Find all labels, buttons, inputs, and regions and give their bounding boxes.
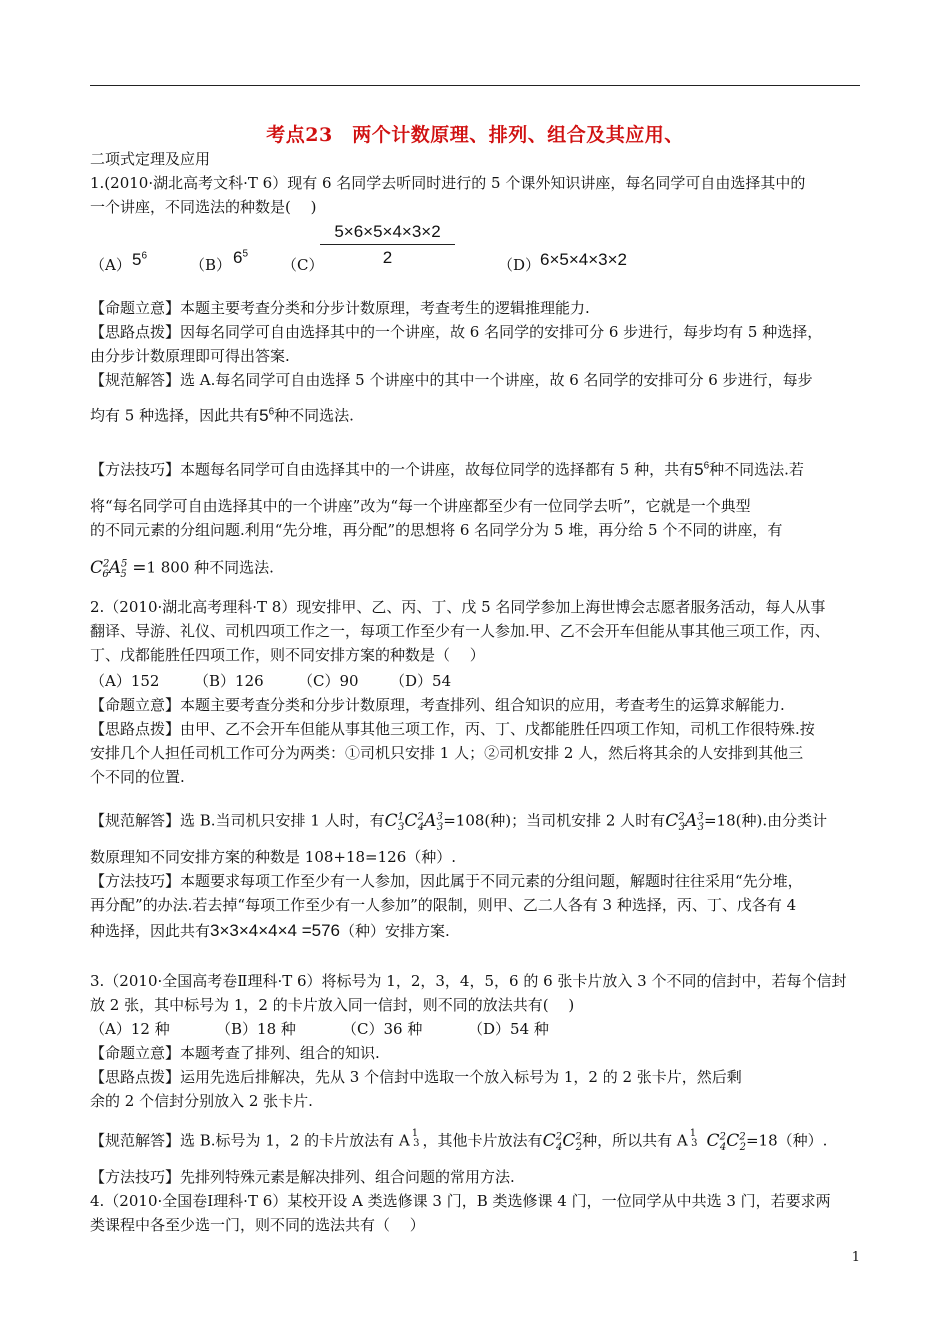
q1-option-c-label: （C） [282, 256, 324, 274]
q3-answer-line [90, 1126, 870, 1159]
q1-options [90, 220, 870, 280]
q2-answer-text-mid: =108(种)；当司机安排 2 人时有 [443, 811, 666, 830]
q4-stem-line1: 4.（2010·全国卷Ⅰ理科·T 6）某校开设 A 类选修课 3 门，B 类选修课 4 门，一位同学从中共选 3 门，若要求两 [90, 1192, 831, 1210]
q3-answer-a-sub: 3 [413, 1137, 420, 1149]
q3-options [90, 1018, 870, 1040]
q2-option-b: （B）126 [194, 672, 264, 690]
q2-tip-formula: 3×3×4×4×4 =576 [210, 921, 341, 940]
q3-option-b: （B）18 种 [216, 1020, 296, 1038]
q2-answer-formula1: $C^1_3C^2_4A^3_3$ [384, 810, 444, 834]
q2-tip-line2: 再分配”的办法.若去掉“每项工作至少有一人参加”的限制，则甲、乙二人各有 3 种选择，丙、丁、戊各有 4 [90, 896, 797, 914]
q1-stem-line1: 1.(2010·湖北高考文科·T 6）现有 6 名同学去听同时进行的 5 个课外知识讲座，每名同学可自由选择其中的 [90, 174, 806, 192]
q1-option-a-label: （A） [90, 256, 131, 274]
q1-tip-line1 [90, 455, 870, 481]
q1-stem-line2: 一个讲座，不同选法的种数是( ) [90, 198, 317, 216]
q3-answer-text-mid2: 种，所以共有 A [582, 1131, 688, 1150]
q3-answer-text: 【规范解答】选 B.标号为 1，2 的卡片放法有 A [90, 1131, 410, 1150]
q2-intent: 【命题立意】本题主要考查分类和分步计数原理，考查排列、组合知识的应用，考查考生的运算求解能力. [90, 696, 785, 714]
q1-option-d-label: （D） [498, 256, 541, 274]
page-title: 考点23 两个计数原理、排列、组合及其应用、 [266, 124, 684, 146]
q1-answer-power: $5^6$ [259, 405, 275, 425]
q3-answer-formula1: $C^2_4C^2_2$ [542, 1130, 583, 1154]
q3-intent: 【命题立意】本题考查了排列、组合的知识. [90, 1044, 380, 1062]
q1-tip-text: 【方法技巧】本题每名同学可自由选择其中的一个讲座，故每位同学的选择都有 5 种，共有 [90, 460, 695, 479]
q3-answer-a2-sup: 1 [689, 1127, 697, 1139]
q2-answer-text: 【规范解答】选 B.当司机只安排 1 人时，有 [90, 811, 385, 830]
q3-answer-text-end: =18（种）. [745, 1131, 828, 1150]
q1-tip-line3: 的不同元素的分组问题.利用“先分堆，再分配”的思想将 6 名同学分为 5 堆，再分给 5 个不同的讲座，有 [90, 521, 783, 539]
q1-option-c-denominator: 2 [382, 248, 393, 267]
page-subtitle: 二项式定理及应用 [90, 150, 211, 168]
q1-option-c-fraction-bar [320, 244, 455, 245]
q1-answer-line1: 【规范解答】选 A.每名同学可自由选择 5 个讲座中的其中一个讲座，故 6 名同学的安排可分 6 步进行，每步 [90, 371, 813, 389]
q1-idea-line2: 由分步计数原理即可得出答案. [90, 347, 290, 365]
q1-tip-text-end: 种不同选法.若 [709, 460, 804, 479]
q3-option-d: （D）54 种 [468, 1020, 549, 1038]
q2-idea-line2: 安排几个人担任司机工作可分为两类：①司机只安排 1 人；②司机安排 2 人，然后将其余的人安排到其他三 [90, 744, 804, 762]
q2-answer-line1 [90, 806, 870, 839]
q3-answer-text-mid: ，其他卡片放法有 [422, 1131, 543, 1150]
q1-answer-line2 [90, 401, 870, 427]
q2-tip-text: 种选择，因此共有 [90, 922, 211, 940]
q2-answer-formula2: $C^2_3A^3_3$ [665, 810, 704, 834]
q1-tip-power: $5^6$ [694, 459, 710, 479]
q1-option-a-value: $5^6$ [132, 250, 148, 269]
q2-answer-line2: 数原理知不同安排方案的种数是 108+18=126（种）. [90, 848, 457, 866]
q2-idea-line3: 个不同的位置. [90, 768, 185, 786]
q1-idea-line1: 【思路点拨】因每名同学可自由选择其中的一个讲座，故 6 名同学的安排可分 6 步进行，每步均有 5 种选择， [90, 323, 823, 341]
page-number: 1 [851, 1250, 860, 1265]
q2-tip-line3 [90, 920, 870, 942]
q3-tip: 【方法技巧】先排列特殊元素是解决排列、组合问题的常用方法. [90, 1168, 515, 1186]
header-rule [90, 85, 860, 86]
q4-stem-line2: 类课程中各至少选一门，则不同的选法共有（ ） [90, 1216, 425, 1234]
q3-answer-a2-sub: 3 [691, 1137, 698, 1149]
q3-idea-line2: 余的 2 个信封分别放入 2 张卡片. [90, 1092, 313, 1110]
q2-option-c: （C）90 [298, 672, 359, 690]
q2-options [90, 670, 870, 692]
q1-option-c-numerator: 5×6×5×4×3×2 [334, 222, 441, 241]
q3-option-a: （A）12 种 [90, 1020, 170, 1038]
q2-tip-line1: 【方法技巧】本题要求每项工作至少有一人参加，因此属于不同元素的分组问题，解题时往往采用“先分堆， [90, 872, 803, 890]
q1-tip-line4 [90, 553, 870, 586]
q1-tip-result: 1 800 种不同选法. [146, 558, 274, 577]
q2-stem-line2: 翻译、导游、礼仪、司机四项工作之一，每项工作至少有一人参加.甲、乙不会开车但能从事其他三项工作，丙、 [90, 622, 830, 640]
q2-stem-line1: 2.（2010·湖北高考理科·T 8）现安排甲、乙、丙、丁、戊 5 名同学参加上海世博会志愿者服务活动，每人从事 [90, 598, 826, 616]
q2-option-d: （D）54 [390, 672, 452, 690]
q1-option-b-value: $6^5$ [233, 248, 249, 267]
q3-stem-line2: 放 2 张，其中标号为 1，2 的卡片放入同一信封，则不同的放法共有( ) [90, 996, 575, 1014]
q1-option-b-label: （B） [190, 256, 232, 274]
q2-stem-line3: 丁、戊都能胜任四项工作，则不同安排方案的种数是（ ） [90, 646, 485, 664]
q1-option-d-value: 6×5×4×3×2 [540, 250, 627, 269]
q3-answer-formula2: $C^2_4C^2_2$ [706, 1130, 746, 1154]
q2-tip-text-end: （种）安排方案. [340, 922, 450, 940]
q1-intent: 【命题立意】本题主要考查分类和分步计数原理，考查考生的逻辑推理能力. [90, 299, 590, 317]
q3-idea-line1: 【思路点拨】运用先选后排解决，先从 3 个信封中选取一个放入标号为 1，2 的 2 张卡片，然后剩 [90, 1068, 742, 1086]
q3-answer-a-sup: 1 [411, 1127, 419, 1139]
q1-tip-line2: 将“每名同学可自由选择其中的一个讲座”改为“每一个讲座都至少有一位同学去听”，它就是一个典型 [90, 497, 751, 515]
q2-option-a: （A）152 [90, 672, 160, 690]
q1-answer-text-end: 种不同选法. [274, 406, 354, 425]
q2-idea-line1: 【思路点拨】由甲、乙不会开车但能从事其他三项工作，丙、丁、戊都能胜任四项工作知，司机工作很特殊.按 [90, 720, 815, 738]
q1-answer-text: 均有 5 种选择，因此共有 [90, 406, 260, 425]
q1-tip-formula: $C^2_6A^5_5$ = [90, 557, 147, 581]
q2-answer-text-end: =18(种).由分类计 [703, 811, 828, 830]
q3-option-c: （C）36 种 [342, 1020, 423, 1038]
q3-stem-line1: 3.（2010·全国高考卷Ⅱ理科·T 6）将标号为 1，2，3，4，5，6 的 6 张卡片放入 3 个不同的信封中，若每个信封 [90, 972, 847, 990]
